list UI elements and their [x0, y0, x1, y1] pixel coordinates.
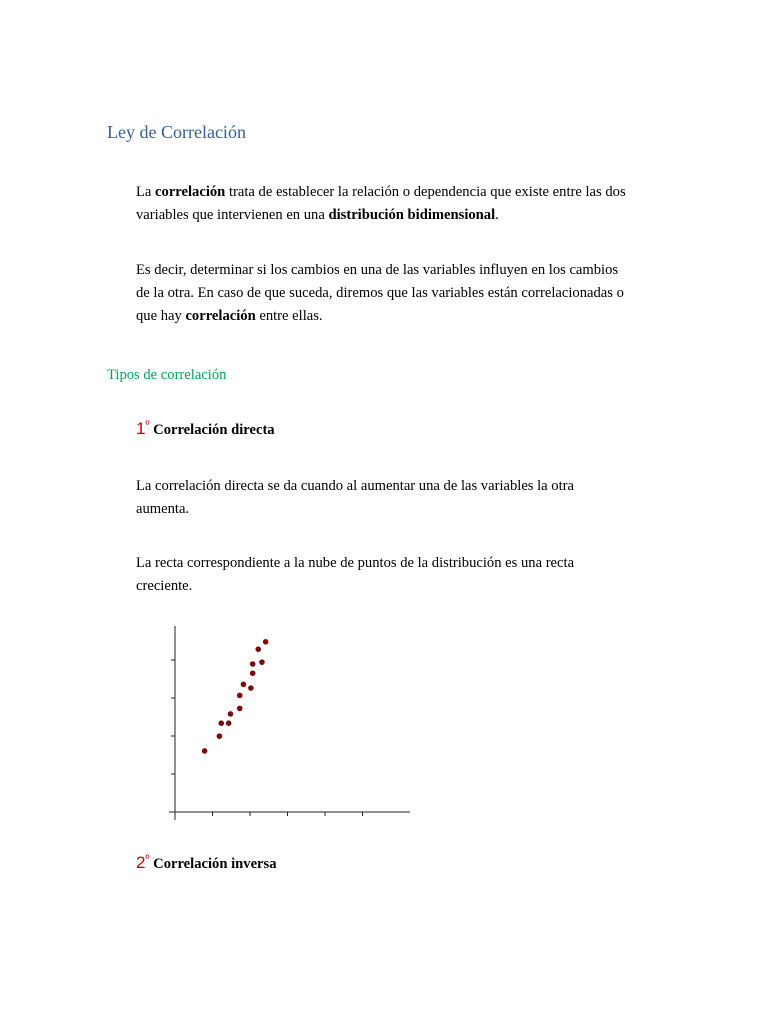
paragraph-line	[136, 181, 656, 204]
data-point	[217, 733, 223, 739]
data-point	[250, 661, 256, 667]
data-point	[218, 720, 224, 726]
text-run: trata de establecer la relación o dependencia que existe entre las dos	[225, 184, 626, 200]
data-point	[263, 639, 269, 645]
paragraph-direct-definition	[136, 475, 656, 521]
item-number-digit: 1	[136, 419, 146, 438]
data-point	[237, 693, 243, 699]
item-number-digit: 2	[136, 853, 146, 872]
text-run: La	[136, 184, 156, 200]
data-point	[202, 748, 208, 754]
data-point	[228, 711, 234, 717]
scatter-chart	[150, 620, 390, 825]
text-run: variables que intervienen en una	[136, 207, 329, 223]
item-label: Correlación inversa	[153, 856, 277, 872]
section-title: Tipos de correlación	[107, 367, 227, 383]
item-number	[136, 419, 150, 438]
data-point	[259, 659, 265, 665]
text-run: entre ellas.	[255, 308, 323, 324]
bold-term: correlación	[185, 308, 256, 324]
paragraph-line: aumenta.	[136, 501, 190, 517]
item-ordinal: º	[145, 853, 150, 865]
text-run: .	[495, 207, 499, 223]
text-run: que hay	[136, 308, 186, 324]
paragraph-line: La recta correspondiente a la nube de puntos de la distribución es una recta	[136, 555, 575, 571]
item-ordinal: º	[145, 419, 150, 431]
paragraph-line: Es decir, determinar si los cambios en una de las variables influyen en los cambios	[136, 262, 619, 278]
data-point	[255, 646, 261, 652]
paragraph-explanation	[136, 259, 656, 328]
data-point	[248, 685, 254, 691]
item-heading-2	[136, 853, 277, 873]
data-point	[250, 670, 256, 676]
paragraph-definition	[136, 181, 656, 227]
paragraph-line-description	[136, 552, 656, 598]
bold-term: correlación	[155, 184, 226, 200]
data-point	[237, 706, 243, 712]
item-heading-1	[136, 419, 275, 439]
data-point	[241, 682, 247, 688]
paragraph-line: de la otra. En caso de que suceda, diremos que las variables están correlacionadas o	[136, 285, 624, 301]
paragraph-line	[136, 305, 656, 328]
paragraph-line: creciente.	[136, 578, 193, 594]
data-point	[226, 720, 232, 726]
paragraph-line	[136, 204, 656, 227]
paragraph-line: La correlación directa se da cuando al aumentar una de las variables la otra	[136, 478, 574, 494]
item-label: Correlación directa	[153, 422, 275, 438]
page-title: Ley de Correlación	[107, 122, 246, 142]
item-number	[136, 853, 150, 872]
bold-term: distribución bidimensional	[328, 207, 496, 223]
